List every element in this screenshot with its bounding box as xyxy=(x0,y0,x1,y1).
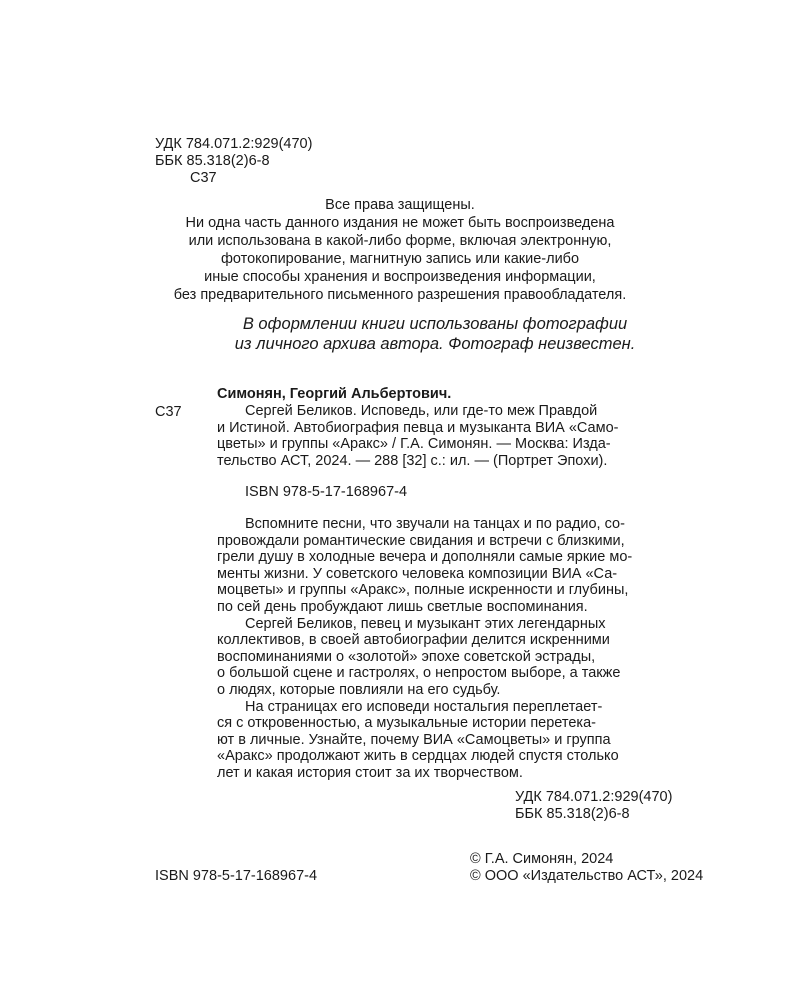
photo-note xyxy=(110,314,760,354)
annotation-line: ют в личные. Узнайте, почему ВИА «Самоцветы» и группа xyxy=(217,731,611,748)
udk-code-bottom: УДК 784.071.2:929(470) xyxy=(515,789,673,805)
photo-note-line: из личного архива автора. Фотограф неизвестен. xyxy=(234,335,636,353)
annotation-line: Сергей Беликов, певец и музыкант этих легендарных xyxy=(245,615,606,632)
rights-line: фотокопирование, магнитную запись или какие-либо xyxy=(220,251,580,267)
annotation-line: лет и какая история стоит за их творчеством. xyxy=(217,764,523,781)
catalog-line: цветы» и группы «Аракс» / Г.А. Симонян. — Москва: Изда- xyxy=(217,436,611,453)
rights-line: или использована в какой-либо форме, включая электронную, xyxy=(188,233,612,249)
catalog-isbn: ISBN 978-5-17-168967-4 xyxy=(245,484,408,500)
catalog-author-heading: Симонян, Георгий Альбертович. xyxy=(217,386,452,402)
annotation-line: менты жизни. У советского человека композиции ВИА «Са- xyxy=(217,565,618,582)
footer-isbn: ISBN 978-5-17-168967-4 xyxy=(155,868,318,884)
copyright-publisher: © ООО «Издательство АСТ», 2024 xyxy=(470,868,704,884)
annotation-line: о людях, которые повлияли на его судьбу. xyxy=(217,681,501,698)
catalog-description xyxy=(217,403,618,469)
annotation-line: коллективов, в своей автобиографии делится искренними xyxy=(217,632,610,649)
annotation-line: грели душу в холодные вечера и дополняли самые яркие мо- xyxy=(217,549,633,566)
catalog-line: тельство АСТ, 2024. — 288 [32] с.: ил. — (Портрет Эпохи). xyxy=(217,452,608,469)
catalog-line: и Истиной. Автобиография певца и музыканта ВИА «Само- xyxy=(217,419,619,436)
photo-note-line: В оформлении книги использованы фотографии xyxy=(242,315,628,333)
udk-code-top: УДК 784.071.2:929(470) xyxy=(155,136,313,152)
rights-line: Все права защищены. xyxy=(325,197,475,213)
annotation-line: «Аракс» продолжают жить в сердцах людей спустя столько xyxy=(217,748,619,765)
annotation-line: о большой сцене и гастролях, о непростом выборе, а также xyxy=(217,665,621,682)
bbk-code-bottom: ББК 85.318(2)6-8 xyxy=(515,806,630,822)
rights-line: Ни одна часть данного издания не может быть воспроизведена xyxy=(185,215,615,231)
annotation-line: На страницах его исповеди ностальгия переплетает- xyxy=(245,698,603,715)
copyright-author: © Г.А. Симонян, 2024 xyxy=(470,851,614,867)
annotation-line: провождали романтические свидания и встречи с близкими, xyxy=(217,532,625,549)
rights-line: иные способы хранения и воспроизведения информации, xyxy=(204,269,596,285)
bbk-code-top: ББК 85.318(2)6-8 xyxy=(155,153,270,169)
annotation-line: моцветы» и группы «Аракс», полные искренности и глубины, xyxy=(217,582,629,599)
annotation xyxy=(217,516,632,782)
catalog-line: Сергей Беликов. Исповедь, или где-то меж Правдой xyxy=(245,403,598,419)
annotation-line: ся с откровенностью, а музыкальные истории перетека- xyxy=(217,715,596,732)
author-sign-top: С37 xyxy=(190,170,217,186)
annotation-line: Вспомните песни, что звучали на танцах и по радио, со- xyxy=(245,516,625,532)
annotation-line: воспоминаниями о «золотой» эпохе советской эстрады, xyxy=(217,648,596,665)
rights-notice xyxy=(130,196,670,304)
rights-line: без предварительного письменного разрешения правообладателя. xyxy=(173,287,627,303)
annotation-line: по сей день пробуждают лишь светлые воспоминания. xyxy=(217,598,588,615)
catalog-sign: С37 xyxy=(155,404,182,420)
